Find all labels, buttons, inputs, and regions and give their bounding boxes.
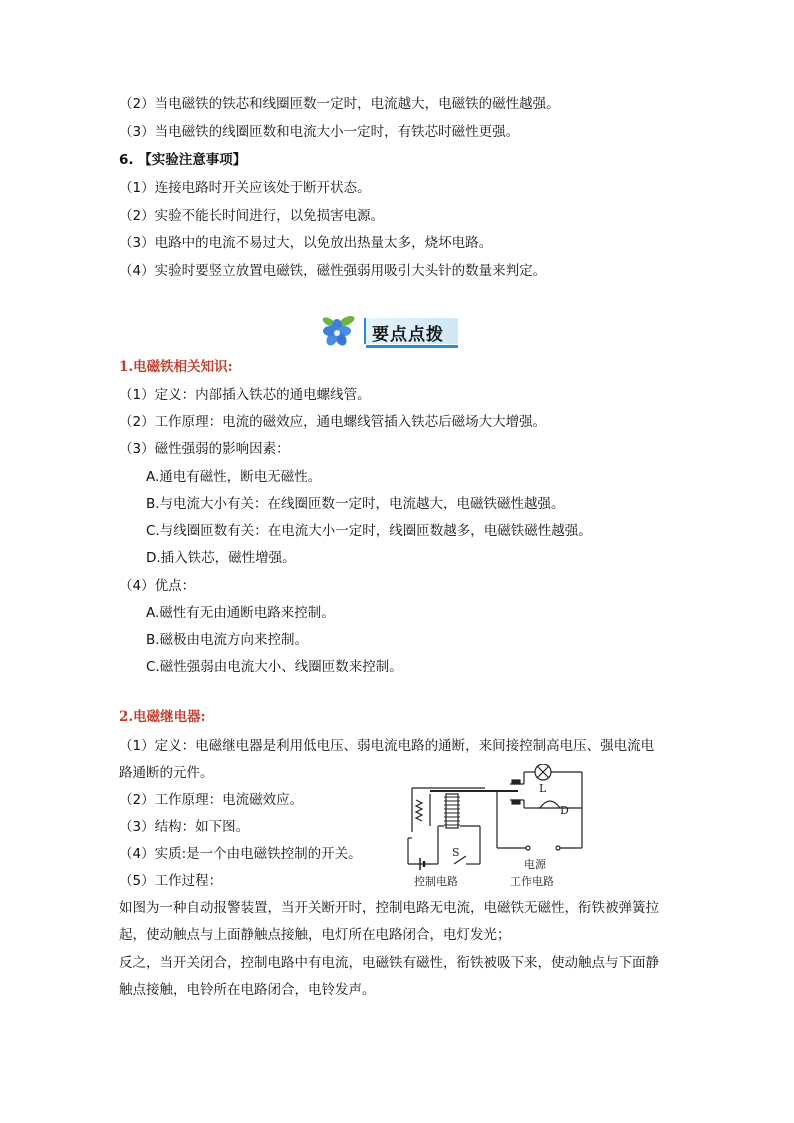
process-line: 触点接触，电铃所在电路闭合，电铃发声。: [119, 982, 376, 998]
switch-label: S: [452, 846, 460, 859]
section-heading-6: 6. 【实验注意事项】: [119, 152, 247, 168]
advantage-item: A.磁性有无由通断电路来控制。: [146, 605, 335, 621]
note-item: （2）实验不能长时间进行，以免损害电源。: [119, 208, 385, 224]
electromagnet-principle: （2）工作原理：电流的磁效应，通电螺线管插入铁芯后磁场大大增强。: [119, 414, 547, 430]
relay-structure: （3）结构：如下图。: [119, 819, 250, 835]
advantage-item: C.磁性强弱由电流大小、线圈匝数来控制。: [146, 659, 403, 675]
advantages-title: （4）优点：: [119, 578, 196, 594]
process-line: 起，使动触点与上面静触点接触，电灯所在电路闭合，电灯发光；: [119, 927, 511, 943]
relay-definition-line1: （1）定义：电磁继电器是利用低电压、弱电流电路的通断，来间接控制高电压、强电流电: [119, 738, 655, 754]
electromagnet-definition: （1）定义：内部插入铁芯的通电螺线管。: [119, 387, 371, 403]
process-line: 如图为一种自动报警装置，当开关断开时，控制电路无电流，电磁铁无磁性，衔铁被弹簧拉: [119, 900, 659, 916]
factors-title: （3）磁性强弱的影响因素：: [119, 441, 290, 457]
relay-definition-line2: 路通断的元件。: [119, 765, 214, 781]
relay-circuit-drawing: [400, 764, 595, 889]
process-title: （5）工作过程：: [119, 873, 223, 889]
work-circuit-label: 工作电路: [510, 875, 554, 888]
note-item: （3）电路中的电流不易过大，以免放出热量太多，烧坏电路。: [119, 235, 493, 251]
relay-essence: （4）实质:是一个由电磁铁控制的开关。: [119, 846, 362, 862]
section2-heading: 2.电磁继电器:: [119, 709, 206, 725]
conclusion-item-3: （3）当电磁铁的线圈匝数和电流大小一定时，有铁芯时磁性更强。: [119, 124, 520, 140]
advantage-item: B.磁极由电流方向来控制。: [146, 632, 309, 648]
factor-item: B.与电流大小有关：在线圈匝数一定时，电流越大，电磁铁磁性越强。: [146, 496, 565, 512]
section1-heading: 1.电磁铁相关知识:: [119, 359, 233, 375]
factor-item: D.插入铁芯，磁性增强。: [146, 550, 296, 566]
process-line: 反之，当开关闭合，控制电路中有电流，电磁铁有磁性，衔铁被吸下来，使动触点与下面静: [119, 955, 659, 971]
key-points-banner: [320, 312, 470, 348]
relay-circuit-diagram: [400, 764, 595, 889]
power-label: 电源: [524, 858, 546, 871]
bell-label: D: [560, 804, 569, 817]
note-item: （4）实验时要竖立放置电磁铁，磁性强弱用吸引大头针的数量来判定。: [119, 263, 547, 279]
factor-item: A.通电有磁性，断电无磁性。: [146, 469, 322, 485]
note-item: （1）连接电路时开关应该处于断开状态。: [119, 180, 371, 196]
factor-item: C.与线圈匝数有关：在电流大小一定时，线圈匝数越多，电磁铁磁性越强。: [146, 523, 592, 539]
banner-title: 要点点拨: [372, 325, 444, 345]
lamp-label: L: [539, 782, 547, 795]
flower-icon: [320, 312, 360, 348]
control-circuit-label: 控制电路: [414, 875, 458, 888]
relay-principle: （2）工作原理：电流磁效应。: [119, 792, 304, 808]
conclusion-item-2: （2）当电磁铁的铁芯和线圈匝数一定时，电流越大，电磁铁的磁性越强。: [119, 96, 560, 112]
